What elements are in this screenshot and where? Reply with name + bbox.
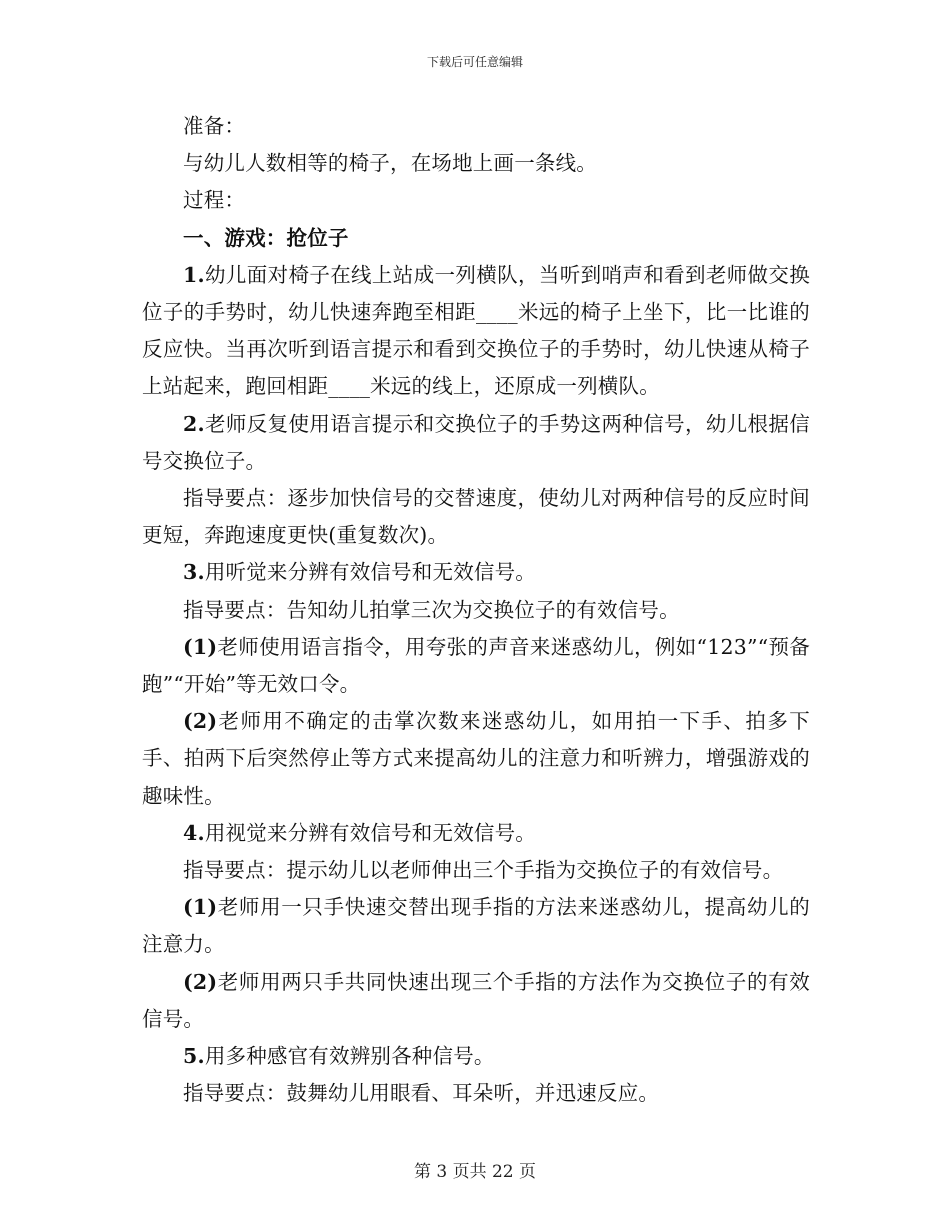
paragraph-number: (1) (183, 895, 218, 920)
paragraph-number: 5. (183, 1044, 205, 1069)
paragraph-step-4-1 (142, 889, 810, 963)
paragraph-text: 用视觉来分辨有效信号和无效信号。 (204, 820, 537, 845)
paragraph-number: 1. (183, 262, 205, 287)
paragraph-step-4-2 (142, 964, 810, 1038)
paragraph-text: 过程： (183, 188, 246, 213)
paragraph-guidance-3 (142, 592, 810, 629)
paragraph-guidance-2 (142, 480, 810, 554)
paragraph-text: 老师用两只手共同快速出现三个手指的方法作为交换位子的有效信号。 (142, 969, 810, 1031)
paragraph-text: 老师用一只手快速交替出现手指的方法来迷惑幼儿，提高幼儿的注意力。 (142, 895, 810, 957)
paragraph-step-3-1 (142, 629, 810, 703)
paragraph-text: 用听觉来分辨有效信号和无效信号。 (204, 560, 537, 585)
heading-text: 一、游戏：抢位子 (183, 225, 349, 250)
paragraph-text: 指导要点：提示幼儿以老师伸出三个手指为交换位子的有效信号。 (183, 858, 784, 883)
paragraph-number: 2. (183, 411, 205, 436)
paragraph-preparation (142, 108, 810, 145)
paragraph-number: 4. (183, 820, 205, 845)
page-header: 下载后可任意编辑 (426, 55, 523, 69)
section-heading (142, 220, 810, 257)
paragraph-step-3 (142, 554, 810, 591)
paragraph-text: 指导要点：逐步加快信号的交替速度，使幼儿对两种信号的反应时间更短，奔跑速度更快(重复数次)。 (142, 486, 810, 548)
paragraph-materials (142, 145, 810, 182)
paragraph-text: 老师用不确定的击掌次数来迷惑幼儿，如用拍一下手、拍多下手、拍两下后突然停止等方式来提高幼儿的注意力和听辨力，增强游戏的趣味性。 (142, 709, 810, 808)
paragraph-number: (2) (183, 969, 218, 994)
paragraph-number: (1) (183, 634, 218, 659)
paragraph-text: 指导要点：鼓舞幼儿用眼看、耳朵听，并迅速反应。 (183, 1081, 660, 1106)
paragraph-step-2 (142, 406, 810, 480)
paragraph-step-3-2 (142, 703, 810, 815)
paragraph-guidance-5 (142, 1075, 810, 1112)
paragraph-process (142, 182, 810, 219)
paragraph-text: 幼儿面对椅子在线上站成一列横队，当听到哨声和看到老师做交换位子的手势时，幼儿快速奔跑至相距____米远的椅子上坐下，比一比谁的反应快。当再次听到语言提示和看到交换位子的手势时，幼儿快速从椅子上站起来，跑回相距____米远的线上，还原成一列横队。 (142, 262, 810, 399)
page-footer: 第 3 页共 22 页 (413, 1162, 537, 1182)
paragraph-guidance-4 (142, 852, 810, 889)
paragraph-step-5 (142, 1038, 810, 1075)
paragraph-step-4 (142, 815, 810, 852)
paragraph-text: 老师使用语言指令，用夸张的声音来迷惑幼儿，例如“123”“预备跑”“开始”等无效口令。 (142, 634, 810, 697)
paragraph-step-1 (142, 257, 810, 406)
paragraph-number: (2) (183, 709, 218, 734)
paragraph-text: 老师反复使用语言提示和交换位子的手势这两种信号，幼儿根据信号交换位子。 (142, 411, 810, 473)
document-body (142, 108, 810, 1112)
paragraph-text: 准备： (183, 114, 246, 138)
paragraph-text: 用多种感官有效辨别各种信号。 (204, 1044, 495, 1069)
paragraph-text: 指导要点：告知幼儿拍掌三次为交换位子的有效信号。 (183, 597, 680, 622)
paragraph-text: 与幼儿人数相等的椅子，在场地上画一条线。 (183, 151, 597, 176)
paragraph-number: 3. (183, 560, 205, 585)
